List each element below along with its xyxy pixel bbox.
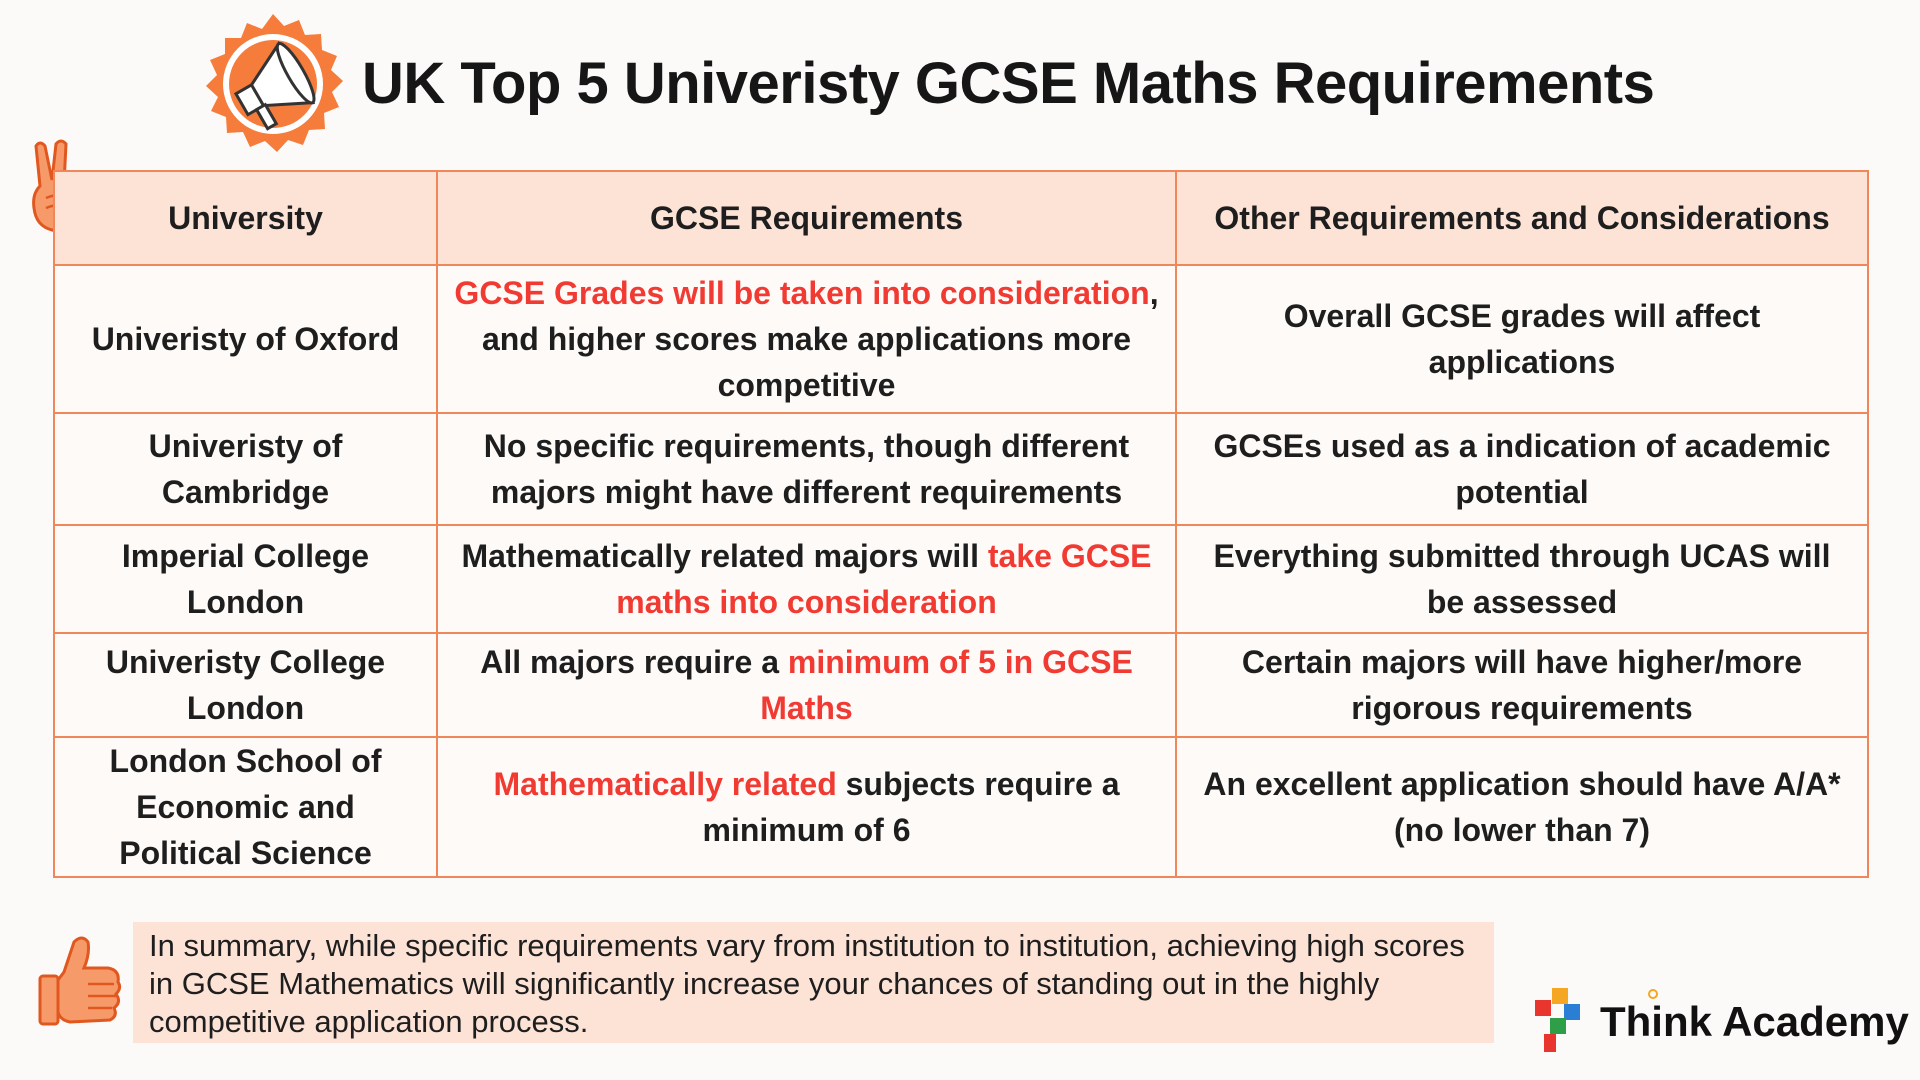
gcse-cell (437, 413, 1176, 525)
table-header-row (54, 171, 1868, 265)
column-header-gcse: GCSE Requirements (437, 171, 1176, 265)
thumbs-up-icon (34, 932, 124, 1032)
highlight-text: Mathematically related (493, 766, 837, 802)
requirements-table (53, 170, 1869, 878)
table-row (54, 737, 1868, 877)
gcse-cell (437, 633, 1176, 737)
other-cell: An excellent application should have A/A* (no lower than 7) (1176, 737, 1868, 877)
column-header-university: University (54, 171, 437, 265)
university-cell: Univeristy College London (54, 633, 437, 737)
megaphone-icon (198, 12, 348, 162)
cell-text: Mathematically related majors will (461, 538, 988, 574)
column-header-other: Other Requirements and Considerations (1176, 171, 1868, 265)
other-cell: GCSEs used as a indication of academic potential (1176, 413, 1868, 525)
highlight-text: take GCSE maths into consideration (616, 538, 1152, 620)
other-cell: Overall GCSE grades will affect applications (1176, 265, 1868, 413)
gcse-cell (437, 265, 1176, 413)
cell-text: No specific requirements, though different majors might have different requirements (483, 428, 1130, 510)
university-cell: Univeristy of Cambridge (54, 413, 437, 525)
gcse-cell (437, 737, 1176, 877)
other-cell: Certain majors will have higher/more rigorous requirements (1176, 633, 1868, 737)
university-cell: London School of Economic and Political Science (54, 737, 437, 877)
other-cell: Everything submitted through UCAS will be assessed (1176, 525, 1868, 633)
university-cell: Imperial College London (54, 525, 437, 633)
table-row (54, 525, 1868, 633)
highlight-text: minimum of 5 in GCSE Maths (760, 644, 1133, 726)
table-row (54, 413, 1868, 525)
summary-box: In summary, while specific requirements vary from institution to institution, achieving high scores in GCSE Mathematics will significantly increase your chances of standing out in the highly competitive application process. (133, 922, 1494, 1043)
table-row (54, 633, 1868, 737)
gcse-cell (437, 525, 1176, 633)
page-title: UK Top 5 Univeristy GCSE Maths Requirements (362, 51, 1655, 116)
cell-text: All majors require a (480, 644, 788, 680)
highlight-text: GCSE Grades will be taken into consideration (454, 275, 1150, 311)
cell-text: subjects require a minimum of 6 (702, 766, 1120, 848)
table-row (54, 265, 1868, 413)
cell-text: , and higher scores make applications more competitive (481, 275, 1159, 403)
brand-name: Think Academy (1600, 998, 1909, 1045)
university-cell: Univeristy of Oxford (54, 265, 437, 413)
